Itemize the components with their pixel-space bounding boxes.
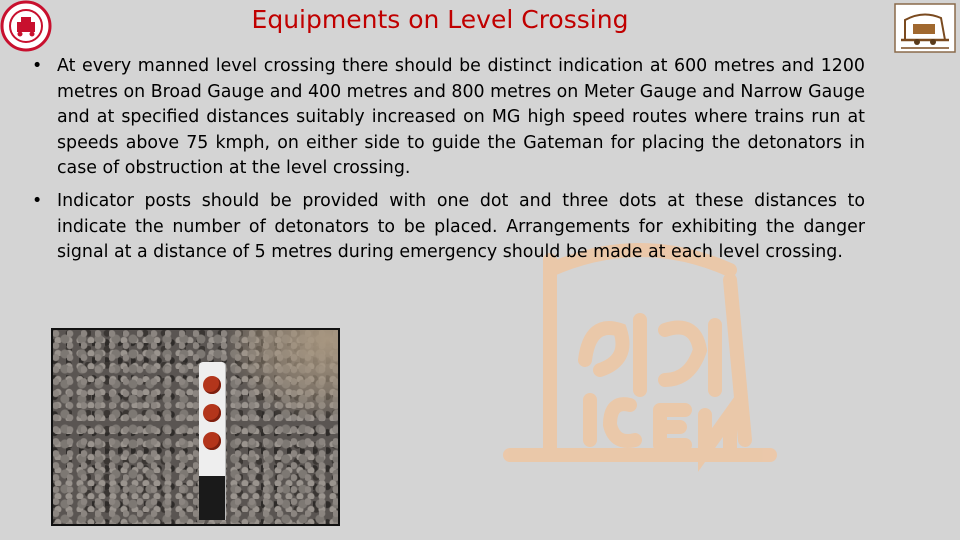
three-dot-indicator-post-photo bbox=[51, 328, 340, 526]
bullet-item bbox=[32, 189, 865, 266]
bullet-text: Indicator posts should be provided with one dot and three dots at these distances to indicate the number of detonators to be placed. Arrangements for exhibiting the danger signal at a distance of 5 metres during emergency should be made at each level crossing. bbox=[57, 190, 865, 263]
bullet-marker: • bbox=[32, 56, 43, 76]
red-dot bbox=[203, 432, 221, 450]
post-base bbox=[199, 476, 225, 520]
bullet-list bbox=[32, 54, 865, 273]
slide-title: Equipments on Level Crossing bbox=[251, 5, 629, 34]
ircen-watermark bbox=[490, 240, 790, 490]
bullet-marker: • bbox=[32, 190, 43, 211]
indicator-post bbox=[199, 362, 225, 520]
ircen-logo bbox=[893, 2, 957, 54]
red-dot bbox=[203, 404, 221, 422]
photo-ground bbox=[228, 330, 338, 420]
bullet-item bbox=[32, 54, 865, 182]
bullet-text: At every manned level crossing there should be distinct indication at 600 metres and 1200 metres on Broad Gauge and 400 metres and 800 metres on Meter Gauge and Narrow Gauge and at specified distances suitably increased on MG high speed routes where trains run at speeds above 75 kmph, on either side to guide the Gateman for placing the detonators in case of obstruction at the level crossing. bbox=[57, 56, 865, 179]
red-dot bbox=[203, 376, 221, 394]
